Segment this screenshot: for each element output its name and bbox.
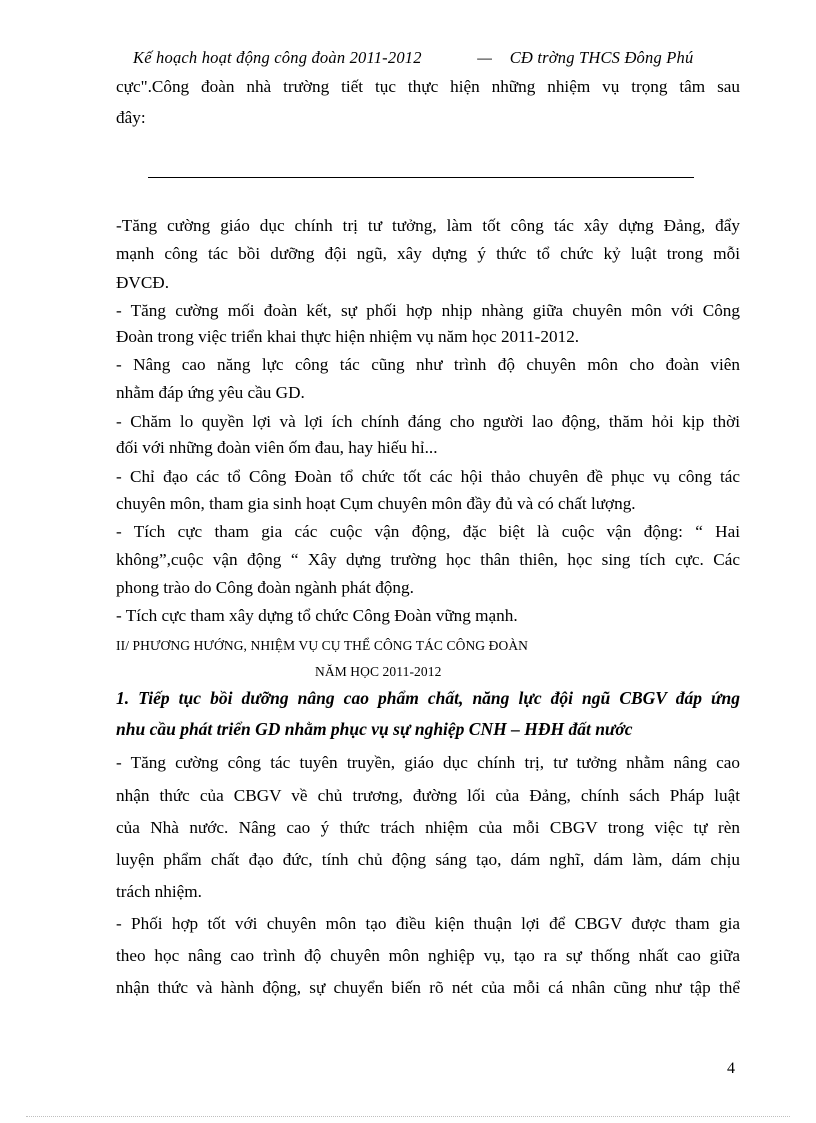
paragraph-line: nhận thức và hành động, sự chuyển biến rõ nét của mỗi cá nhân cũng như tập thể	[116, 978, 740, 997]
header-school: CĐ trờng THCS Đông Phú	[509, 48, 694, 67]
paragraph-line: luyện phẩm chất đạo đức, tính chủ động sáng tạo, dám nghĩ, dám làm, dám chịu	[116, 850, 740, 869]
running-header	[133, 48, 693, 68]
subsection-title: 1. Tiếp tục bồi dưỡng nâng cao phẩm chất, năng lực đội ngũ CBGV đáp ứng	[116, 688, 740, 708]
paragraph-line: cực".Công đoàn nhà trường tiết tục thực hiện những nhiệm vụ trọng tâm sau	[116, 77, 740, 96]
paragraph-line: ĐVCĐ.	[116, 273, 169, 292]
paragraph-line: nhằm đáp ứng yêu cầu GD.	[116, 383, 305, 402]
paragraph-line: - Nâng cao năng lực công tác cũng như trình độ chuyên môn cho đoàn viên	[116, 355, 740, 374]
paragraph-line: trách nhiệm.	[116, 882, 202, 901]
paragraph-line: của Nhà nước. Nâng cao ý thức trách nhiệm của mỗi CBGV trong việc tự rèn	[116, 818, 740, 837]
subsection-title: nhu cầu phát triển GD nhằm phục vụ sự nghiệp CNH – HĐH đất nước	[116, 719, 633, 739]
paragraph-line: theo học nâng cao trình độ chuyên môn nghiệp vụ, tạo ra sự thống nhất cao giữa	[116, 946, 740, 965]
header-separator: —	[477, 48, 493, 67]
paragraph-line: - Chỉ đạo các tổ Công Đoàn tổ chức tốt các hội thảo chuyên đề phục vụ công tác	[116, 467, 740, 486]
page-number: 4	[727, 1060, 735, 1077]
paragraph-line: - Tăng cường công tác tuyên truyền, giáo dục chính trị, tư tưởng nhằm nâng cao	[116, 753, 740, 772]
paragraph-line: phong trào do Công đoàn ngành phát động.	[116, 578, 414, 597]
paragraph-line: - Tích cực tham gia các cuộc vận động, đặc biệt là cuộc vận động: “ Hai	[116, 522, 740, 541]
paragraph-line: mạnh công tác bồi dưỡng đội ngũ, xây dựng ý thức tổ chức kỷ luật trong mỗi	[116, 244, 740, 263]
paragraph-line: đối với những đoàn viên ốm đau, hay hiếu hỉ...	[116, 438, 438, 457]
paragraph-line: - Phối hợp tốt với chuyên môn tạo điều kiện thuận lợi để CBGV được tham gia	[116, 914, 740, 933]
paragraph-line: -Tăng cường giáo dục chính trị tư tưởng, làm tốt công tác xây dựng Đảng, đẩy	[116, 216, 740, 235]
section-heading-year: NĂM HỌC 2011-2012	[315, 664, 442, 679]
header-title: Kế hoạch hoạt động công đoàn 2011-2012	[133, 48, 422, 67]
paragraph-line: đây:	[116, 108, 146, 127]
paragraph-line: không”,cuộc vận động “ Xây dựng trường học thân thiên, học sing tích cực. Các	[116, 550, 740, 569]
paragraph-line: - Tích cực tham xây dựng tổ chức Công Đoàn vững mạnh.	[116, 606, 518, 625]
paragraph-line: - Tăng cường mối đoàn kết, sự phối hợp nhịp nhàng giữa chuyên môn với Công	[116, 301, 740, 320]
paragraph-line: chuyên môn, tham gia sinh hoạt Cụm chuyên môn đầy đủ và có chất lượng.	[116, 494, 636, 513]
divider-line	[148, 177, 694, 178]
section-heading: II/ PHƯƠNG HƯỚNG, NHIỆM VỤ CỤ THỂ CÔNG TÁC CÔNG ĐOÀN	[116, 638, 529, 653]
paragraph-line: Đoàn trong việc triển khai thực hiện nhiệm vụ năm học 2011-2012.	[116, 327, 580, 346]
paragraph-line: - Chăm lo quyền lợi và lợi ích chính đáng cho người lao động, thăm hỏi kịp thời	[116, 412, 740, 431]
paragraph-line: nhận thức của CBGV về chủ trương, đường lối của Đảng, chính sách Pháp luật	[116, 786, 740, 805]
page-boundary	[26, 1116, 790, 1117]
